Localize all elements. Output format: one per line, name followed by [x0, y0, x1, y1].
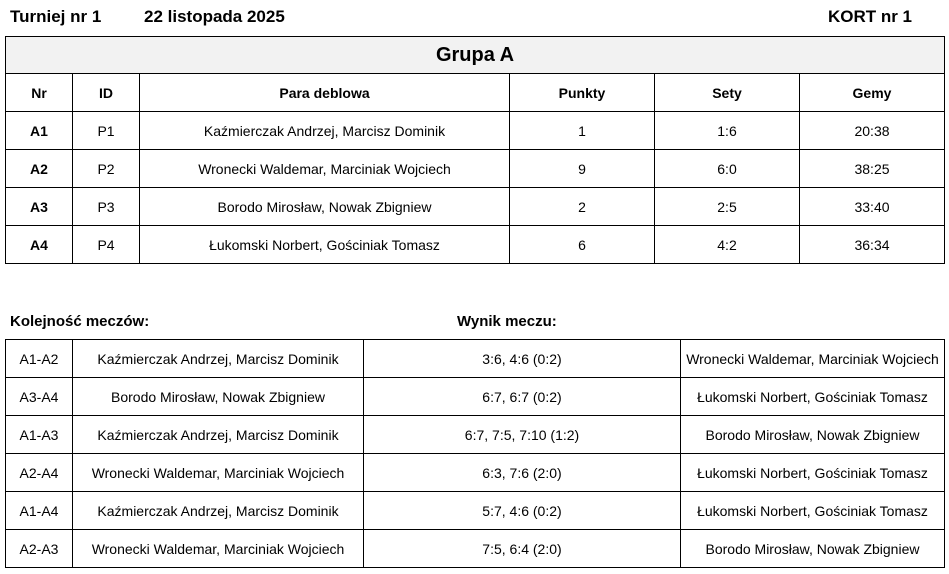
cell-points: 6	[510, 226, 655, 264]
court-label: KORT nr 1	[827, 7, 912, 26]
match-result: 6:7, 6:7 (0:2)	[364, 378, 681, 416]
matches-table	[5, 339, 945, 568]
column-header-nr: Nr	[6, 74, 73, 112]
tournament-date: 22 listopada 2025	[144, 7, 285, 26]
match-code: A1-A3	[6, 416, 73, 454]
cell-pair: Wronecki Waldemar, Marciniak Wojciech	[140, 150, 510, 188]
group-title: Grupa A	[6, 37, 945, 74]
match-result: 6:3, 7:6 (2:0)	[364, 454, 681, 492]
cell-points: 2	[510, 188, 655, 226]
column-header-sets: Sety	[655, 74, 800, 112]
match-code: A1-A2	[6, 340, 73, 378]
cell-games: 33:40	[800, 188, 945, 226]
cell-sets: 1:6	[655, 112, 800, 150]
cell-pair: Borodo Mirosław, Nowak Zbigniew	[140, 188, 510, 226]
match-pair-2: Łukomski Norbert, Gościniak Tomasz	[681, 492, 945, 530]
match-pair-1: Wronecki Waldemar, Marciniak Wojciech	[73, 530, 364, 568]
table-row	[6, 112, 945, 150]
cell-id: P3	[73, 188, 140, 226]
table-row	[6, 530, 945, 568]
column-header-pair: Para deblowa	[140, 74, 510, 112]
table-row	[6, 492, 945, 530]
column-header-points: Punkty	[510, 74, 655, 112]
cell-sets: 6:0	[655, 150, 800, 188]
table-row	[6, 188, 945, 226]
cell-pair: Łukomski Norbert, Gościniak Tomasz	[140, 226, 510, 264]
cell-sets: 4:2	[655, 226, 800, 264]
cell-id: P2	[73, 150, 140, 188]
cell-nr: A3	[6, 188, 73, 226]
table-row	[6, 378, 945, 416]
match-code: A3-A4	[6, 378, 73, 416]
match-code: A1-A4	[6, 492, 73, 530]
match-pair-1: Wronecki Waldemar, Marciniak Wojciech	[73, 454, 364, 492]
match-result: 6:7, 7:5, 7:10 (1:2)	[364, 416, 681, 454]
match-result: 7:5, 6:4 (2:0)	[364, 530, 681, 568]
cell-nr: A1	[6, 112, 73, 150]
cell-games: 36:34	[800, 226, 945, 264]
tournament-title: Turniej nr 1	[10, 7, 102, 26]
table-row	[6, 150, 945, 188]
match-pair-1: Kaźmierczak Andrzej, Marcisz Dominik	[73, 340, 364, 378]
match-result-label: Wynik meczu:	[457, 313, 557, 330]
cell-nr: A4	[6, 226, 73, 264]
match-pair-2: Łukomski Norbert, Gościniak Tomasz	[681, 454, 945, 492]
match-pair-1: Borodo Mirosław, Nowak Zbigniew	[73, 378, 364, 416]
cell-games: 20:38	[800, 112, 945, 150]
match-pair-2: Borodo Mirosław, Nowak Zbigniew	[681, 416, 945, 454]
cell-sets: 2:5	[655, 188, 800, 226]
match-result: 3:6, 4:6 (0:2)	[364, 340, 681, 378]
cell-games: 38:25	[800, 150, 945, 188]
match-order-label: Kolejność meczów:	[10, 313, 150, 330]
cell-points: 1	[510, 112, 655, 150]
cell-pair: Kaźmierczak Andrzej, Marcisz Dominik	[140, 112, 510, 150]
column-header-id: ID	[73, 74, 140, 112]
cell-points: 9	[510, 150, 655, 188]
cell-id: P1	[73, 112, 140, 150]
table-row	[6, 454, 945, 492]
table-row	[6, 340, 945, 378]
match-result: 5:7, 4:6 (0:2)	[364, 492, 681, 530]
match-pair-1: Kaźmierczak Andrzej, Marcisz Dominik	[73, 416, 364, 454]
match-pair-1: Kaźmierczak Andrzej, Marcisz Dominik	[73, 492, 364, 530]
table-row	[6, 226, 945, 264]
match-code: A2-A4	[6, 454, 73, 492]
cell-nr: A2	[6, 150, 73, 188]
match-pair-2: Wronecki Waldemar, Marciniak Wojciech	[681, 340, 945, 378]
match-code: A2-A3	[6, 530, 73, 568]
cell-id: P4	[73, 226, 140, 264]
column-header-games: Gemy	[800, 74, 945, 112]
table-row	[6, 416, 945, 454]
match-pair-2: Łukomski Norbert, Gościniak Tomasz	[681, 378, 945, 416]
group-standings-table	[5, 36, 945, 264]
match-pair-2: Borodo Mirosław, Nowak Zbigniew	[681, 530, 945, 568]
